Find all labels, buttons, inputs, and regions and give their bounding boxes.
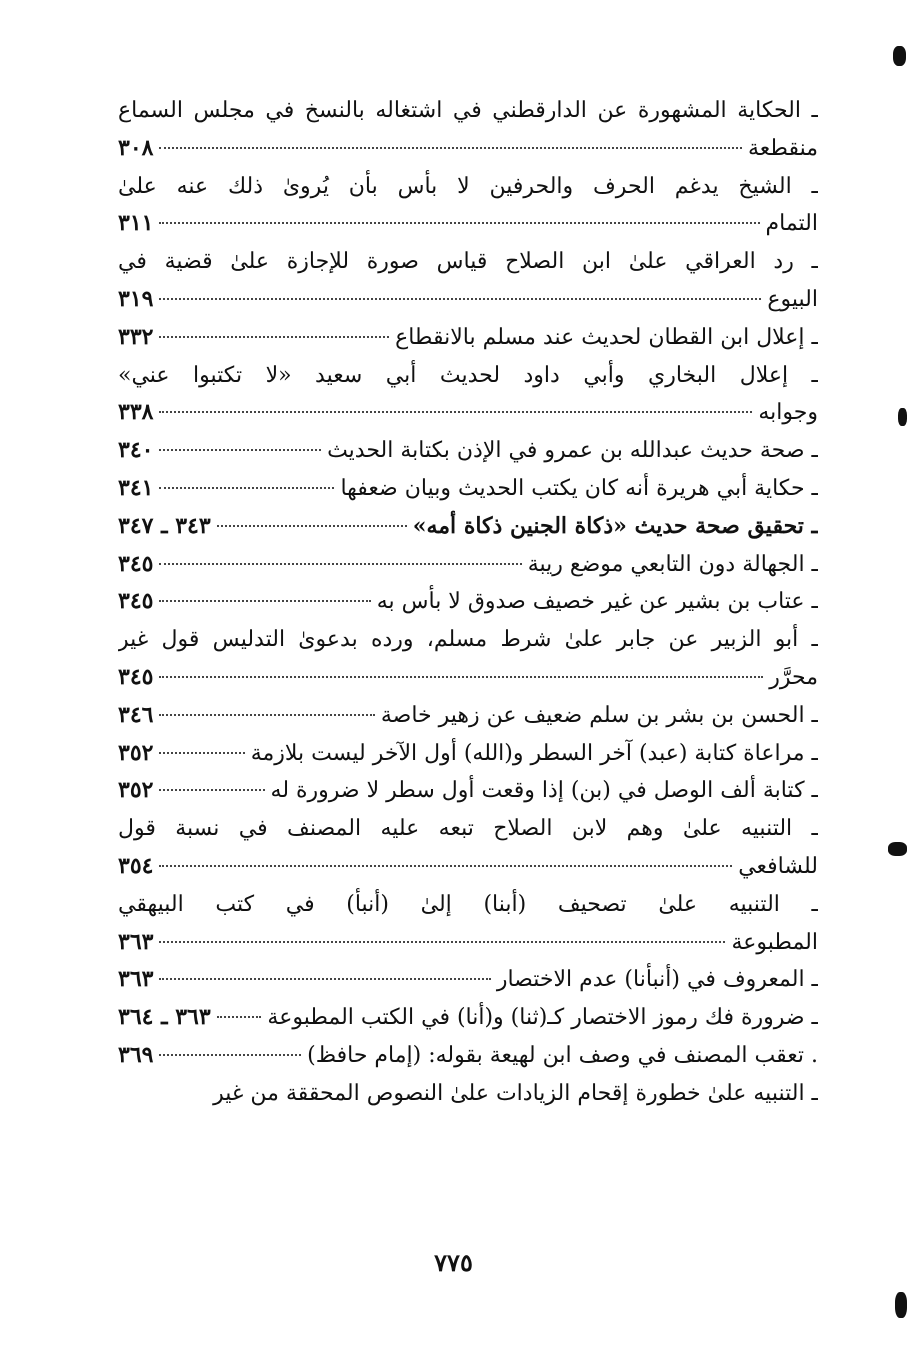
page-reference: ٣١٩ bbox=[118, 285, 154, 312]
page-reference: ٣٤٥ bbox=[118, 663, 154, 690]
entry-last-line bbox=[118, 470, 818, 508]
dot-leader bbox=[159, 788, 264, 791]
entry-last-line bbox=[118, 697, 818, 735]
page-reference: ٣٦٣ ـ ٣٦٤ bbox=[118, 1004, 211, 1031]
page-reference: ٣٤٥ bbox=[118, 588, 154, 615]
entry-text: التمام bbox=[765, 211, 818, 237]
index-entry bbox=[118, 999, 818, 1037]
entry-text: منقطعة bbox=[747, 135, 818, 161]
entry-text: ـ المعروف في (أنبأنا) عدم الاختصار bbox=[496, 967, 818, 993]
margin-mark bbox=[895, 1292, 907, 1318]
index-entry bbox=[118, 432, 818, 470]
index-entry bbox=[118, 583, 818, 621]
page-reference: ٣٤٥ bbox=[118, 550, 154, 577]
entry-last-line bbox=[118, 659, 818, 697]
entry-last-line bbox=[118, 1075, 818, 1113]
entry-text-line: ـ الحكاية المشهورة عن الدارقطني في اشتغاله بالنسخ في مجلس السماع bbox=[118, 98, 818, 123]
page-reference: ٣٥٢ bbox=[118, 777, 154, 804]
index-entries bbox=[118, 92, 818, 1113]
entry-text-line: ـ إعلال البخاري وأبي داود لحديث أبي سعيد «لا تكتبوا عني» bbox=[118, 362, 818, 388]
entry-last-line bbox=[118, 432, 818, 470]
entry-last-line bbox=[118, 999, 818, 1037]
page-reference: ٣٤٠ bbox=[118, 437, 154, 464]
index-entry bbox=[118, 697, 818, 735]
index-entry bbox=[118, 772, 818, 810]
page-number: ٧٧٥ bbox=[434, 1248, 473, 1277]
index-entry bbox=[118, 810, 818, 886]
page-reference: ٣٦٣ bbox=[118, 928, 154, 955]
margin-mark bbox=[898, 408, 907, 426]
dot-leader bbox=[159, 562, 521, 565]
entry-last-line bbox=[118, 583, 818, 621]
entry-last-line bbox=[118, 205, 818, 243]
entry-last-line bbox=[118, 848, 818, 886]
dot-leader bbox=[159, 221, 759, 224]
entry-last-line bbox=[118, 319, 818, 357]
page-reference: ٣١١ bbox=[118, 210, 154, 237]
entry-last-line bbox=[118, 961, 818, 999]
dot-leader bbox=[159, 1053, 301, 1056]
index-entry bbox=[118, 546, 818, 584]
dot-leader bbox=[159, 977, 490, 980]
dot-leader bbox=[159, 297, 761, 300]
index-entry bbox=[118, 470, 818, 508]
entry-text-line: ـ التنبيه علىٰ وهم لابن الصلاح تبعه عليه المصنف في نسبة قول bbox=[118, 816, 818, 842]
entry-text: ـ صحة حديث عبدالله بن عمرو في الإذن بكتابة الحديث bbox=[327, 438, 818, 464]
page-reference: ٣٣٢ bbox=[118, 323, 154, 350]
entry-text: ـ تحقيق صحة حديث «ذكاة الجنين ذكاة أمه» bbox=[412, 512, 818, 539]
index-entry bbox=[118, 243, 818, 319]
dot-leader bbox=[159, 675, 763, 678]
entry-text: ـ حكاية أبي هريرة أنه كان يكتب الحديث وبيان ضعفها bbox=[340, 475, 818, 501]
page-reference: ٣٥٤ bbox=[118, 852, 154, 879]
index-entry bbox=[118, 508, 818, 546]
entry-text-line: ـ أبو الزبير عن جابر علىٰ شرط مسلم، ورده بدعوىٰ التدليس قول غير bbox=[118, 627, 818, 653]
entry-text: البيوع bbox=[767, 286, 818, 312]
entry-text: محرَّر bbox=[769, 664, 818, 690]
page-reference: ٣٠٨ bbox=[118, 134, 154, 161]
entry-last-line bbox=[118, 772, 818, 810]
index-entry bbox=[118, 357, 818, 433]
entry-last-line bbox=[118, 130, 818, 168]
entry-text: المطبوعة bbox=[731, 929, 818, 955]
entry-text: ـ مراعاة كتابة (عبد) آخر السطر و(الله) أول الآخر ليست بلازمة bbox=[250, 740, 818, 766]
entry-last-line bbox=[118, 924, 818, 962]
entry-text: وجوابه bbox=[758, 400, 818, 426]
entry-text-line: ـ رد العراقي علىٰ ابن الصلاح قياس صورة للإجازة علىٰ قضية في bbox=[118, 249, 818, 275]
entry-last-line bbox=[118, 281, 818, 319]
dot-leader bbox=[159, 410, 752, 413]
dot-leader bbox=[159, 940, 725, 943]
dot-leader bbox=[159, 599, 370, 602]
index-entry bbox=[118, 735, 818, 773]
margin-mark bbox=[893, 46, 906, 66]
index-entry bbox=[118, 1037, 818, 1075]
dot-leader bbox=[159, 713, 374, 716]
page-reference: ٣٤٦ bbox=[118, 701, 154, 728]
entry-last-line bbox=[118, 1037, 818, 1075]
dot-leader bbox=[159, 864, 732, 867]
index-entry bbox=[118, 1075, 818, 1113]
entry-text: ـ الجهالة دون التابعي موضع ريبة bbox=[527, 551, 818, 577]
index-entry bbox=[118, 621, 818, 697]
index-entry bbox=[118, 961, 818, 999]
page-reference: ٣٦٩ bbox=[118, 1041, 154, 1068]
entry-last-line bbox=[118, 394, 818, 432]
entry-text: ـ عتاب بن بشير عن غير خصيف صدوق لا بأس به bbox=[376, 589, 818, 615]
entry-text: ـ إعلال ابن القطان لحديث عند مسلم بالانقطاع bbox=[395, 324, 818, 350]
page-reference: ٣٥٢ bbox=[118, 739, 154, 766]
entry-text-line: ـ التنبيه علىٰ تصحيف (أبنا) إلىٰ (أنبأ) في كتب البيهقي bbox=[118, 891, 818, 917]
dot-leader bbox=[217, 1015, 262, 1018]
entry-last-line bbox=[118, 546, 818, 584]
page-reference: ٣٤٣ ـ ٣٤٧ bbox=[118, 512, 211, 539]
index-entry bbox=[118, 886, 818, 962]
entry-last-line bbox=[118, 508, 818, 546]
entry-text: ـ كتابة ألف الوصل في (بن) إذا وقعت أول سطر لا ضرورة له bbox=[270, 778, 818, 804]
dot-leader bbox=[159, 335, 389, 338]
dot-leader bbox=[159, 751, 244, 754]
index-entry bbox=[118, 319, 818, 357]
page-reference: ٣٣٨ bbox=[118, 399, 154, 426]
entry-text: . تعقب المصنف في وصف ابن لهيعة بقوله: (إمام حافظ) bbox=[307, 1042, 818, 1068]
page-reference: ٣٤١ bbox=[118, 474, 154, 501]
index-entry bbox=[118, 92, 818, 168]
page-reference: ٣٦٣ bbox=[118, 966, 154, 993]
entry-text: ـ الحسن بن بشر بن سلم ضعيف عن زهير خاصة bbox=[380, 702, 818, 728]
entry-text: للشافعي bbox=[738, 853, 818, 879]
margin-mark bbox=[888, 842, 907, 856]
dot-leader bbox=[159, 486, 334, 489]
entry-text-line: ـ الشيخ يدغم الحرف والحرفين لا بأس بأن يُروىٰ ذلك عنه علىٰ bbox=[118, 173, 818, 199]
entry-last-line bbox=[118, 735, 818, 773]
dot-leader bbox=[159, 448, 321, 451]
entry-text: ـ ضرورة فك رموز الاختصار كـ(ثنا) و(أنا) في الكتب المطبوعة bbox=[267, 1005, 818, 1031]
dot-leader bbox=[159, 146, 742, 149]
index-entry bbox=[118, 168, 818, 244]
entry-text: ـ التنبيه علىٰ خطورة إقحام الزيادات علىٰ النصوص المحققة من غير bbox=[213, 1080, 818, 1106]
dot-leader bbox=[217, 524, 407, 527]
